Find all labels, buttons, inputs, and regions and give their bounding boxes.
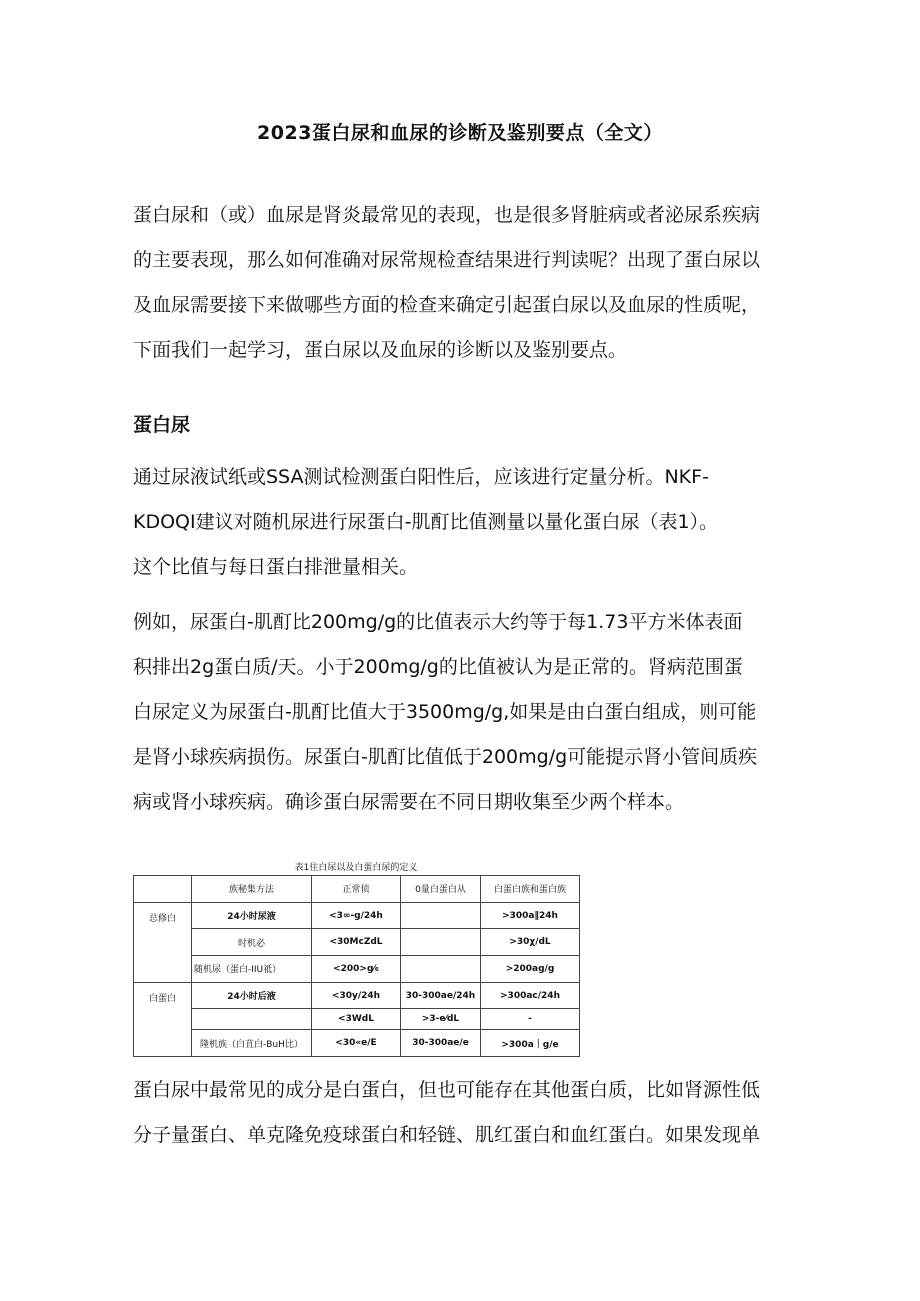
table-cell: <3WdL (312, 1009, 401, 1030)
table-row (134, 1009, 580, 1030)
table-cell: <200>g⁄₆ (312, 956, 401, 983)
table-caption: 表1住白尿以及白蛋白尿的定义 (294, 863, 418, 873)
group-label-total-protein: 总修白 (134, 902, 192, 982)
table-cell: >300a∥24h (481, 902, 580, 929)
table-cell: <30McZdL (312, 929, 401, 956)
table-header-cell: 正常侦 (312, 876, 401, 903)
table-row (134, 929, 580, 956)
paragraph-1 (133, 455, 803, 590)
table-cell: <30«e/E (312, 1030, 401, 1057)
table-cell: 30-300ae/e (401, 1030, 481, 1057)
table-header-cell (134, 876, 192, 903)
table-row (134, 1030, 580, 1057)
table-cell: 24小时尿液 (192, 902, 312, 929)
table-header-cell: 白蛋白族和蛋白族 (481, 876, 580, 903)
paragraph-line: 白尿定义为尿蛋白-肌酊比值大于3500mg/g,如果是由白蛋白组成，则可能 (133, 701, 757, 723)
table-cell (192, 1009, 312, 1030)
paragraph-line: KDOQI建议对随机尿进行尿蛋白-肌酊比值测量以量化蛋白尿（表1）。 (133, 511, 719, 533)
table-cell: >200ag/g (481, 956, 580, 983)
paragraph-line: 是肾小球疾病损伤。尿蛋白-肌酊比值低于200mg/g可能提示肾小管间质疾 (133, 746, 758, 768)
table-cell: - (481, 1009, 580, 1030)
paragraph-line: 积排出2g蛋白质/天。小于200mg/g的比值被认为是正常的。肾病范围蛋 (133, 656, 743, 678)
table-cell (401, 929, 481, 956)
paragraph-3 (133, 1068, 803, 1158)
table-row (134, 982, 580, 1009)
table-cell: >3-e⁄dL (401, 1009, 481, 1030)
table-cell: 24小时后液 (192, 982, 312, 1009)
table-cell: 30-300ae∕24h (401, 982, 481, 1009)
intro-paragraph (133, 193, 803, 373)
table-cell: >30χ/dL (481, 929, 580, 956)
table-row (134, 956, 580, 983)
paragraph-line: 例如，尿蛋白-肌酊比200mg/g的比值表示大约等于每1.73平方米体表面 (133, 611, 743, 633)
table-cell: >300ac/24h (481, 982, 580, 1009)
table-header-row (134, 876, 580, 903)
table-header-cell: 族秘集方法 (192, 876, 312, 903)
intro-line: 的主要表现，那么如何准确对尿常规检查结果进行判读呢？出现了蛋白尿以 (133, 249, 761, 271)
table-cell: 隆机族（白苴白-BuH比） (192, 1030, 312, 1057)
paragraph-line: 蛋白尿中最常见的成分是白蛋白，但也可能存在其他蛋白质，比如肾源性低 (133, 1079, 761, 1101)
paragraph-line: 分子量蛋白、单克隆免疫球蛋白和轻链、肌红蛋白和血红蛋白。如果发现单 (133, 1124, 761, 1146)
table-row (134, 902, 580, 929)
paragraph-line: 病或肾小球疾病。确诊蛋白尿需要在不同日期收集至少两个样本。 (133, 791, 685, 813)
table-cell: 随机尿（蛋白-IIU祗） (192, 956, 312, 983)
table-cell (401, 902, 481, 929)
table-header-cell: 0量白蛋白从 (401, 876, 481, 903)
table-cell: 时机必 (192, 929, 312, 956)
table-cell: <3∞-g/24h (312, 902, 401, 929)
table-cell: >300a｜g/e (481, 1030, 580, 1057)
intro-line: 蛋白尿和（或）血尿是肾炎最常见的表现，也是很多肾脏病或者泌尿系疾病 (133, 204, 761, 226)
section-heading: 蛋白尿 (133, 414, 191, 436)
definition-table (133, 875, 580, 1057)
intro-line: 及血尿需要接下来做哪些方面的检查来确定引起蛋白尿以及血尿的性质呢， (133, 294, 761, 316)
table-cell: <30y/24h (312, 982, 401, 1009)
paragraph-2 (133, 600, 803, 825)
paragraph-line: 通过尿液试纸或SSA测试检测蛋白阳性后，应该进行定量分析。NKF- (133, 466, 709, 488)
group-label-albumin: 白蛋白 (134, 982, 192, 1056)
paragraph-line: 这个比值与每日蛋白排泄量相关。 (133, 556, 419, 578)
page-title: 2023蛋白尿和血尿的诊断及鉴别要点（全文） (257, 122, 663, 144)
intro-line: 下面我们一起学习，蛋白尿以及血尿的诊断以及鉴别要点。 (133, 339, 628, 361)
table-cell (401, 956, 481, 983)
